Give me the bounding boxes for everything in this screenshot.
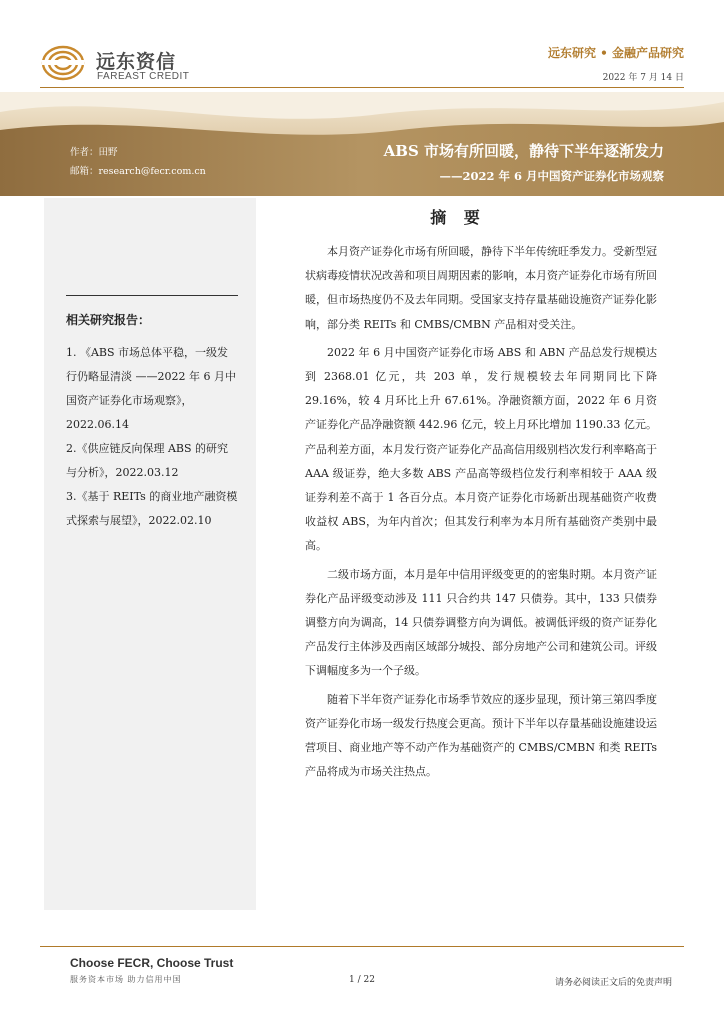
related-reports-list: [66, 341, 238, 533]
footer-disclaimer: 请务必阅读正文后的免责声明: [554, 978, 672, 988]
related-report-item[interactable]: 1. 《ABS 市场总体平稳，一级发行仍略显清淡 ——2022 年 6 月中国资产证券化市场观察》，2022.06.14: [66, 346, 236, 431]
summary-paragraph: 本月资产证券化市场有所回暖，静待下半年传统旺季发力。受新型冠状病毒疫情状况改善和项目周期因素的影响，本月资产证券化市场有所回暖，但市场热度仍不及去年同期。受国家支持存量基础设施资产证券化影响，部分类 REITs 和 CMBS/CMBN 产品相对受关注。: [305, 245, 657, 331]
summary-heading: 摘 要: [430, 208, 486, 227]
logo-english-name: FAREAST CREDIT: [97, 71, 190, 82]
author-name: 田野: [98, 147, 118, 158]
header-meta: [548, 44, 684, 83]
footer-slogan-chinese: 服务资本市场 助力信用中国: [70, 975, 182, 984]
header-divider: [40, 87, 684, 88]
email-line: [70, 162, 206, 181]
fareast-logo-icon: [40, 43, 86, 83]
summary-paragraph: 二级市场方面，本月是年中信用评级变更的的密集时期。本月资产证券化产品评级变动涉及 111 只合约共 147 只债券。其中，133 只债券调整方向为调高，14 只债券调整方向为调低。被调低评级的资产证券化产品发行主体涉及西南区域部分城投、部分房地产公司和建筑公司。评级下调幅度多为一个子级。: [305, 567, 657, 678]
report-date: 2022 年 7 月 14 日: [602, 73, 684, 83]
author-info: [70, 143, 206, 181]
author-email[interactable]: research@fecr.com.cn: [98, 166, 206, 177]
summary-body: [305, 240, 657, 788]
related-divider: [66, 295, 238, 296]
related-report-item[interactable]: 2.《供应链反向保理 ABS 的研究与分析》，2022.03.12: [66, 442, 229, 479]
footer-divider: [40, 946, 684, 947]
related-reports-title: 相关研究报告：: [66, 313, 151, 327]
author-label: 作者：: [70, 147, 99, 158]
email-label: 邮箱：: [70, 166, 99, 177]
summary-paragraph: 随着下半年资产证券化市场季节效应的逐步显现，预计第三第四季度资产证券化市场一级发行热度会更高。预计下半年以存量基础设施建设运营项目、商业地产等不动产作为基础资产的 CMBS/CMBN 和类 REITs 产品将成为市场关注热点。: [305, 692, 657, 779]
related-report-item[interactable]: 3.《基于 REITs 的商业地产融资模式探索与展望》，2022.02.10: [66, 490, 238, 527]
report-series: 远东研究 • 金融产品研究: [547, 46, 684, 60]
report-title: ABS 市场有所回暖，静待下半年逐渐发力: [383, 142, 664, 160]
footer-slogan-english: Choose FECR, Choose Trust: [70, 956, 234, 970]
logo-chinese-name: 远东资信: [96, 51, 177, 73]
author-line: [70, 143, 206, 162]
sidebar-panel: [44, 198, 256, 910]
summary-paragraph: 2022 年 6 月中国资产证券化市场 ABS 和 ABN 产品总发行规模达到 2368.01 亿元，共 203 单，发行规模较去年同期同比下降 29.16%，较 4 月环比上升 67.61%。净融资额方面，2022 年 6 月资产证券化产品净融资额 442.96 亿元，较上月环比增加 1190.33 亿元。产品利差方面，本月发行资产证券化产品高信用级别档次发行利率略高于 AAA 级证券，绝大多数 ABS 产品高等级档位发行利率相较于 AAA 级证券利差不高于 1 各百分点。本月资产证券化市场新出现基础资产收费收益权 ABS，为年内首次；但其发行利率为本月所有基础资产类别中最高。: [305, 345, 657, 553]
company-logo: [40, 43, 200, 88]
page-number: 1 / 22: [349, 975, 375, 985]
report-subtitle: ——2022 年 6 月中国资产证券化市场观察: [439, 169, 664, 183]
